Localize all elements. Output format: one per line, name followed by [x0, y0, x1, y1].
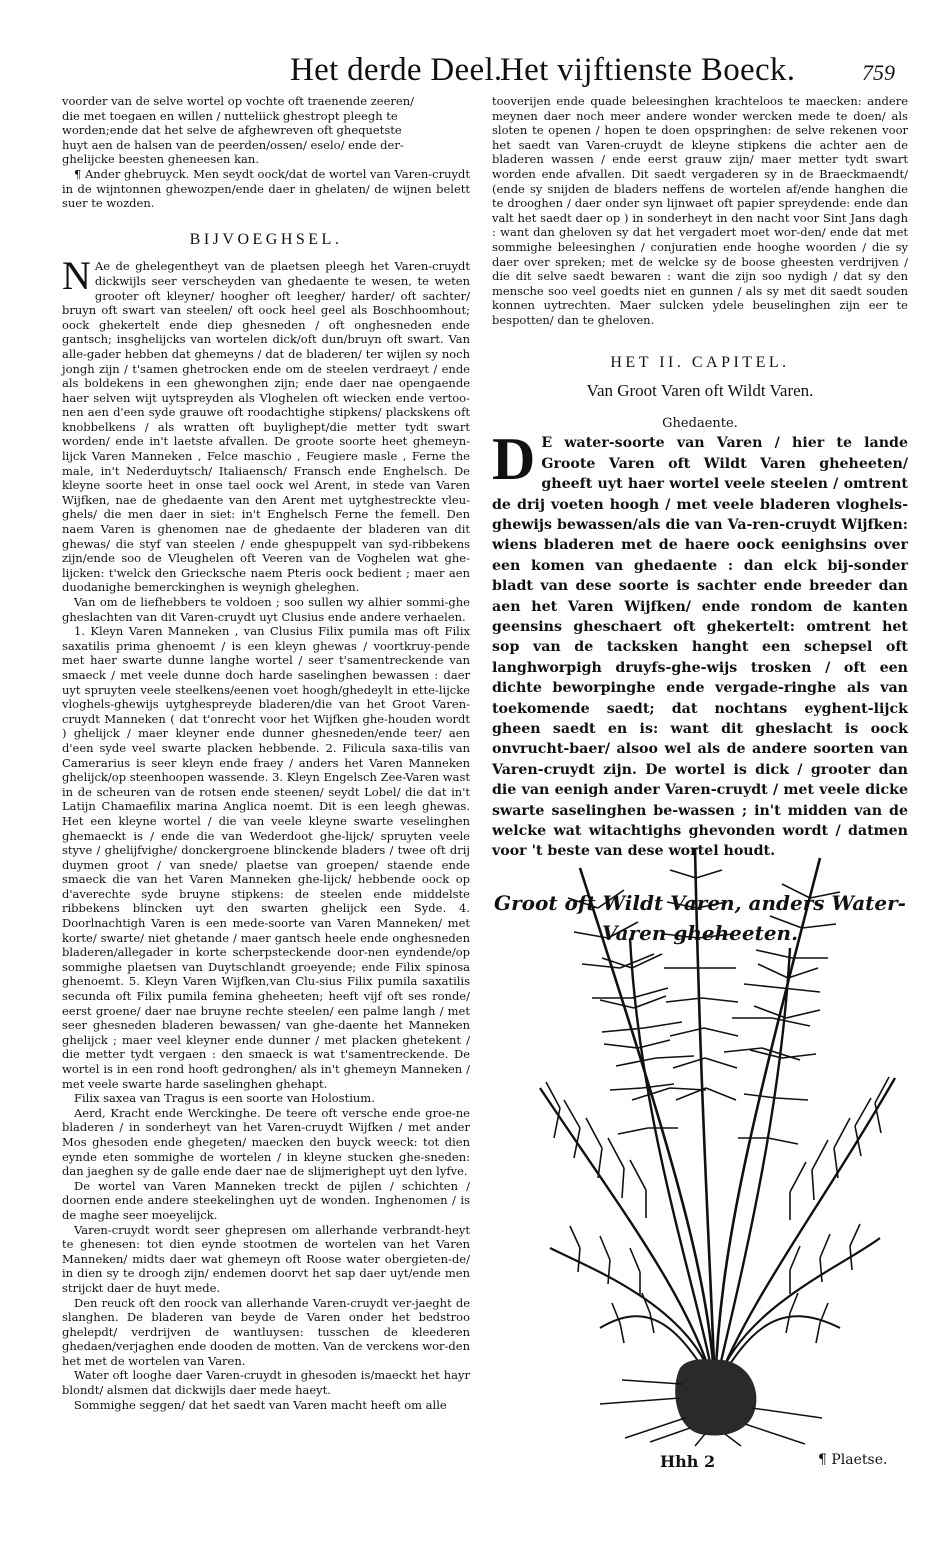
chapter-subtitle: Van Groot Varen oft Wildt Varen.	[586, 381, 814, 401]
paragraph: De wortel van Varen Manneken treckt de pijlen / schichten / doornen ende andere steekelinghen uyt de wonden. Inghenomen / is de maghe seer moeyelijck.	[62, 1178, 470, 1222]
intro-line: worden;ende dat het selve de afghewreven oft ghequetste	[62, 123, 402, 138]
fern-rootstock	[600, 1359, 822, 1446]
right-top-paragraph: tooverijen ende quade beleesinghen krachteloos te maecken: andere meynen daer noch meer andere wonder wercken mede te doen/ als sloten te openen / hopen te doen opspringhen: de selve rekenen voor het saedt van Varen-cruydt de kleyne stipkens die achter aen de bladeren wassen / ende eerst grauw zijn/ maer metter tydt swart worden ende afvallen. Dit saedt vergaderen sy in de Braeckmaendt/ (ende sy snijden de bladers neffens de wortelen af/ende hanghen die te drooghen / daer onder syn lijnwaet oft papier spreydende: ende dan valt het saedt daer op ) in sonderheyt in den nacht voor Sint Jans dagh : want dan gheloven sy dat het vergadert moet wor-den/ ende dat met sommighe beleesinghen / conjuratien ende hooghe woorden / die sy daer over spreken; met de welcke sy de boose gheesten verdrijven / die dit selve saedt bewaren : want die zijn soo nydigh / dat sy den mensche soo veel goedts niet en gunnen / als sy met dit saedt souden konnen uytrechten. Maer sulcken ydele beuselinghen zijn eer te bespotten/ dan te gheloven.	[492, 94, 908, 327]
fern-illustration	[520, 828, 910, 1448]
paragraph: Filix saxea van Tragus is een soorte van Holostium.	[74, 1091, 375, 1106]
bijvoeghsel-paragraph	[62, 253, 470, 595]
intro-line: huyt aen de halsen van de peerden/ossen/ eselo/ ende der-	[62, 137, 404, 152]
ghedaente-paragraph	[492, 426, 908, 862]
paragraph: Water oft looghe daer Varen-cruydt in ghesoden is/maeckt het hayr blondt/ alsmen dat dickwijls daer mede haeyt.	[62, 1368, 470, 1398]
intro-line: die met toegaen en willen / nutteliick ghestropt pleegh te	[62, 108, 398, 123]
running-header-right: Het vijftienste Boeck.	[500, 52, 796, 88]
fern-fronds	[540, 848, 895, 1388]
page-number: 759	[862, 60, 895, 85]
intro-line: voorder van de selve wortel op vochte oft traenende zeeren/	[62, 94, 414, 108]
paragraph: Varen-cruydt wordt seer ghepresen om allerhande verbrandt-heyt te ghenesen: tot dien eynde stootmen de wortelen van het Varen Manneken/ midts daer wat ghemeyn oft Roose water obergieten-de/ in dien sy te droogh zijn/ endemen doorvt het sap daer uyt/ende men strijckt daer de huyt mede.	[62, 1222, 470, 1295]
ghedaente-text: E water-soorte van Varen / hier te lande Groote Varen oft Wildt Varen gheheeten/ gheeft uyt haer wortel veele steelen / omtrent de drij voeten hoogh / met veele bladeren vloghels-ghewijs bewassen/als die van Va-ren-cruydt Wijfken: wiens bladeren met de haere oock eenighsins over een komen van ghedaente : dan elck bij-sonder bladt van dese soorte is sachter ende breeder dan aen het Varen Wijfken/ ende rondom de kanten geensins gheschaert oft ghekertelt: omtrent het sop van de tacksken hanght een schepsel oft langhworpigh druyfs-ghe-wijs trosken / oft een dichte beworpinghe ende vergade-ringhe als van toekomende saedt; dat nochtans eyghent-lijck gheen saedt en is: want dit gheslacht is oock onvrucht-baer/ alsoo wel als de andere soorten van Varen-cruydt zijn. De wortel is dick / grooter dan die van eenigh ander Varen-cruydt / met veele dicke swarte saselinghen be-wassen ; in't midden van de welcke wat witachtighs ghevonden wordt / datmen voor 't beste van dese wortel houdt.	[492, 435, 908, 860]
intro-line: ghelijcke beesten gheneesen kan.	[62, 152, 259, 167]
paragraph: Den reuck oft den roock van allerhande Varen-cruydt ver-jaeght de slanghen. De bladeren van beyde de Varen onder het bedstroo ghelepdt/ verdrijven de wantluysen: tusschen de kleederen ghedaen/verjaghen ende dooden de motten. Van de verckens wor-den het met de wortelen van Varen.	[62, 1295, 470, 1368]
paragraph: Van om de liefhebbers te voldoen ; soo sullen wy alhier sommi-ghe gheslachten van dit Varen-cruydt uyt Clusius ende andere verhaelen.	[62, 595, 470, 624]
paragraph: 1. Kleyn Varen Manneken , van Clusius Filix pumila mas oft Filix saxatilis prima ghenoemt / is een kleyn ghewas / voortkruy-pende met haer swarte dunne langhe wortel / seer t'samentreckende van smaeck / met veele dunne doch harde saselinghen bewassen : daer uyt spruyten veele steelkens/eenen voet hoogh/ghedeylt in ette-lijcke vloghels-ghewijs uytghespreyde bladeren/die van het Groot Varen-cruydt Manneken ( dat t'onrecht voor het Wijfken ghe-houden wordt ) ghelijck / maer kleyner ende dunner ghesneden/ende teer/ aen d'een syde veel swarte placken hebbende. 2. Filicula saxa-tilis van Camerarius is seer kleyn ende fraey / anders het Varen Manneken ghelijck/op steenhoopen wassende. 3. Kleyn Engelsch Zee-Varen wast in de scheuren van de rotsen ende steenen/ seydt Lobel/ die dat in't Latijn Chamaefilix marina Anglica noemt. Dit is een leegh ghewas. Het een kleyne wortel / die van veele kleyne swarte veselinghen ghemaeckt is / ende die van Wederdoot ghe-lijck/ spruyten veele styve / ghelijfvighe/ donckergroene blinckende bladers / twee oft drij duymen groot / van snede/ plaetse van groepen/ staende ende smaeck die van het Varen Manneken ghe-lijck/ hebbende oock op d'averechte syde bruyne stipkens: de steelen ende middelste ribbekens blincken uyt den swarten ghelijck een Syde. 4. Doorlnachtigh Varen is een mede-soorte van Varen Manneken/ met korte/ swarte/ niet ghetande / maer gantsch heele ende onghesneden bladeren/allegader in korte scherpsteckende door-nen eyndende/op sommighe plaetsen van Duytschlandt groeyende; ende Filix spinosa ghenoemt. 5. Kleyn Varen Wijfken,van Clu-sius Filix pumila saxatilis secunda oft Filix pumila femina gheheeten; heeft vijf oft ses ronde/ eerst groene/ daer nae bruyne rechte steelen/ een palme langh / met seer ghesneden bladeren bewassen/ van ghe-daente het Manneken ghelijck ; maer veel kleyner ende dunner / met placken ghetekent / die metter tydt vergaen : den smaeck is wat t'samentreckende. De wortel is in een rond hooft gedronghen/ als in't ghemeyn Manneken / met veele swarte harde saselinghen ghehapt.	[62, 624, 470, 1091]
plate-caption: Groot oft Wildt Varen, anders Water-Varen gheheeten.	[494, 890, 906, 945]
bijvoeghsel-text: Ae de ghelegentheyt van de plaetsen pleegh het Varen-cruydt dickwijls seer verscheyden van ghedaente te wesen, te weten grooter oft kleyner/ hoogher oft leegher/ harder/ oft sachter/ bruyn oft swart van steelen/ oft oock heel geel als Boschhoomhout; oock ghekertelt ende diep ghesneden / oft onghesneden ende gantsch; insghelijcks van wortelen dick/oft dun/bruyn oft swart. Van alle-gader hebben dat ghemeyns / dat de bladeren/ ter wijlen sy noch jongh zijn / t'samen ghetrocken ende om de steelen verdraeyt / ende als boldekens in een ghewonghen zijn; ende daer nae opengaende haer selven wijt uytspreyden als Vloghelen oft wiecken ende vertoo-nen aen d'een syde grauwe oft roodachtighe stipkens/ plackskens oft knobbelkens / als wratten oft buylighept/die metter tydt swart worden/ ende in't laetste afvallen. De groote soorte heet ghemeyn-lijck Varen Manneken , Felce maschio , Feugiere masle , Ferne the male, in't Nederduytsch/ Italiaensch/ Fransch ende Enghelsch. De kleyne soorte heet in onse tael oock wel Arent, in stede van Varen Wijfken, nae de ghedaente van den Arent met uytghestreckte vleu-ghels/ die men daer in siet: in't Enghelsch Ferne the femell. Den naem Varen is ghenomen nae de ghedaente der bladeren van dit ghewas/ die styf van steelen / ende ghespuppelt van syd-ribbekens zijn/ende soo de Vleughelen oft Veeren van de Voghelen wat ghe-lijcken: t'welck den Griecksche naem Pteris oock bedient ; maer aen duodanighe bemerckinghen is weynigh gheleghen.	[62, 259, 470, 595]
signature-mark: Hhh 2	[660, 1452, 716, 1471]
right-column	[492, 94, 908, 948]
ghedaente-heading: Ghedaente.	[662, 415, 738, 431]
drop-cap: N	[62, 253, 91, 299]
chapter-title: HET II. CAPITEL.	[610, 353, 790, 371]
running-header-left: Het derde Deel.	[290, 52, 503, 88]
paragraph: Aerd, Kracht ende Werckinghe. De teere oft versche ende groe-ne bladeren / in sonderheyt van het Varen-cruydt Wijfken / met ander Mos ghesoden ende ghegeten/ maecken den buyck weeck: tot dien eynde eten sommighe de wortelen / in kleyne stucken ghe-sneden: dan jaeghen sy de galle ende daer nae de slijmerighept uyt den lyfve.	[62, 1105, 470, 1179]
ander-gebruyck-paragraph: ¶ Ander ghebruyck. Men seydt oock/dat de wortel van Varen-cruydt in de wijntonnen ghewozpen/ende daer in ghelaten/ de wijnen belett suer te wozden.	[62, 166, 470, 211]
left-column	[62, 94, 470, 1412]
catchword: ¶ Plaetse.	[818, 1452, 888, 1468]
section-title-bijvoeghsel: BIJVOEGHSEL.	[189, 230, 343, 248]
paragraph: Sommighe seggen/ dat het saedt van Varen macht heeft om alle	[74, 1397, 447, 1412]
drop-cap: D	[492, 426, 536, 493]
